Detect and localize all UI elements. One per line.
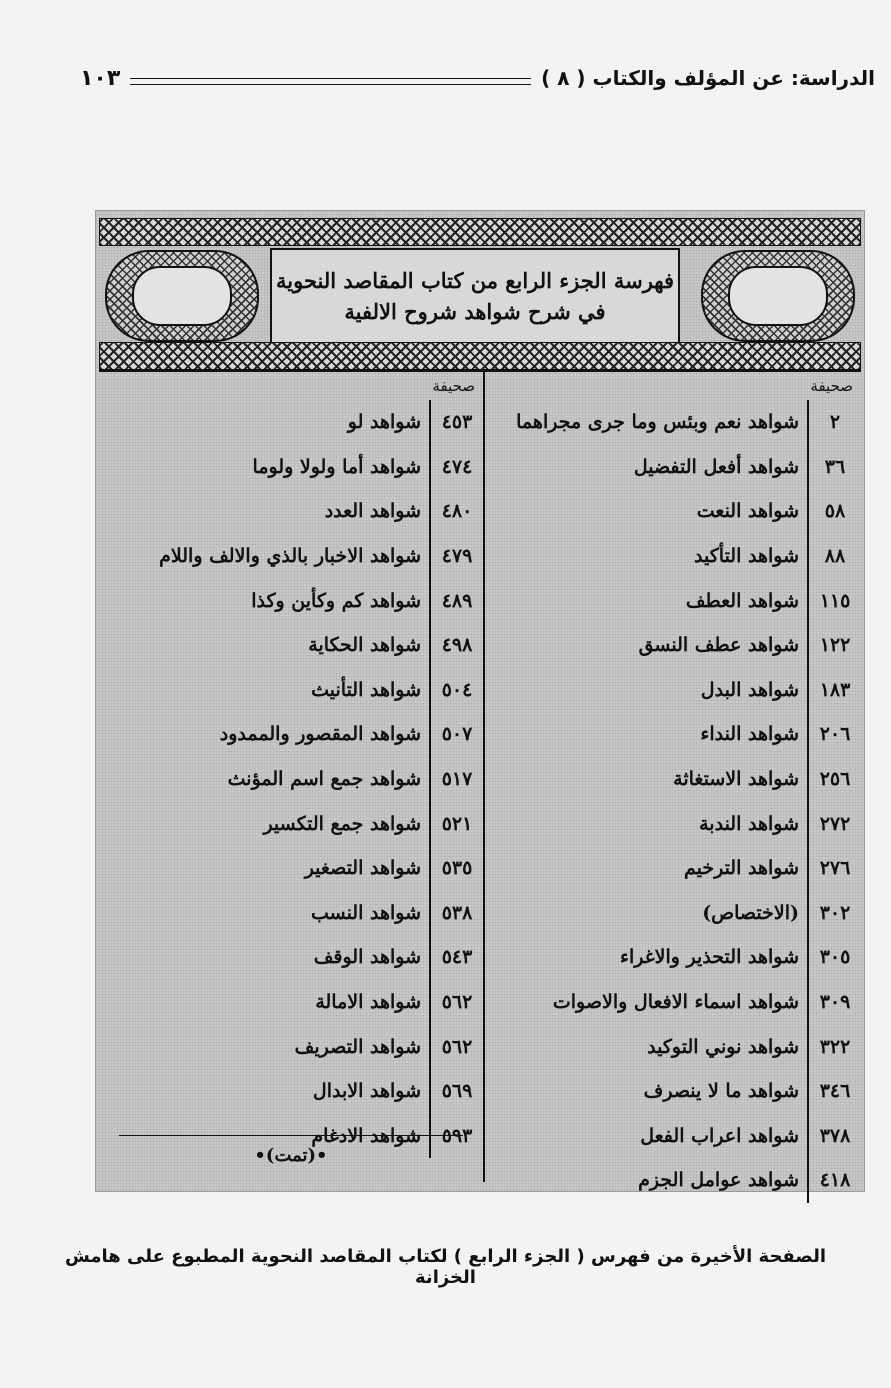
entry-page-number: ٥٣٥ [429, 846, 483, 891]
entry-label: شواهد نعم وبئس وما جرى مجراهما [516, 411, 799, 434]
index-entry [485, 578, 861, 623]
entry-label: شواهد البدل [700, 678, 799, 701]
entry-page-number: ٢٧٢ [807, 801, 861, 846]
entry-label: شواهد التصغير [304, 857, 421, 880]
entry-label: شواهد الحكاية [308, 634, 421, 657]
column-header-right: صحيفة [810, 377, 853, 395]
running-header [80, 58, 875, 98]
entry-label: شواهد الاخبار بالذي والالف واللام [159, 545, 421, 568]
entry-page-number: ٤٧٤ [429, 445, 483, 490]
plate-title-line1: فهرسة الجزء الرابع من كتاب المقاصد النحوية [276, 268, 675, 293]
entry-page-number: ٥٣٨ [429, 891, 483, 936]
index-entry [485, 1069, 861, 1114]
index-entry [485, 668, 861, 713]
entry-label: شواهد الوقف [313, 946, 421, 969]
entry-label: (الاختصاص) [702, 901, 799, 924]
index-entry [485, 980, 861, 1025]
index-entry [485, 1114, 861, 1159]
column-header-left: صحيفة [432, 377, 475, 395]
entry-label: شواهد الترخيم [683, 857, 799, 880]
closing-mark: •(تمت)• [119, 1135, 463, 1176]
ornament-band-top [99, 218, 861, 246]
index-entry [485, 846, 861, 891]
entry-page-number: ٤٩٨ [429, 623, 483, 668]
index-entry [485, 489, 861, 534]
index-entry [99, 445, 483, 490]
ornament-medallion-right [701, 250, 855, 342]
entry-page-number: ٥٠٧ [429, 712, 483, 757]
index-entry [485, 1158, 861, 1203]
index-entry [99, 1069, 483, 1114]
index-entry [485, 400, 861, 445]
entry-page-number: ١٨٣ [807, 668, 861, 713]
entry-label: شواهد أما ولولا ولوما [252, 455, 421, 478]
entry-page-number: ٥٦٢ [429, 980, 483, 1025]
scanned-index-plate [95, 210, 865, 1192]
entry-label: شواهد عطف النسق [638, 634, 799, 657]
entry-label: شواهد الادغام [311, 1124, 421, 1147]
index-table [99, 370, 861, 1192]
entry-label: شواهد كم وكأين وكذا [251, 589, 421, 612]
index-entry [99, 757, 483, 802]
index-column-left [99, 372, 483, 1182]
ornament-band-bottom [99, 342, 861, 370]
index-entry [485, 801, 861, 846]
index-entry [485, 757, 861, 802]
index-entry [485, 445, 861, 490]
index-entry [485, 891, 861, 936]
entry-page-number: ١١٥ [807, 578, 861, 623]
page-number: ١٠٣ [80, 65, 121, 91]
index-entry [99, 891, 483, 936]
index-entry [99, 801, 483, 846]
entry-page-number: ٥٤٣ [429, 935, 483, 980]
entry-page-number: ٥٩٣ [429, 1114, 483, 1159]
entry-page-number: ٢٠٦ [807, 712, 861, 757]
entry-page-number: ٢ [807, 400, 861, 445]
entry-page-number: ٥٢١ [429, 801, 483, 846]
entry-page-number: ٥٦٩ [429, 1069, 483, 1114]
index-entry [485, 935, 861, 980]
entry-label: شواهد الامالة [315, 991, 421, 1014]
entry-page-number: ٢٧٦ [807, 846, 861, 891]
figure-caption: الصفحة الأخيرة من فهرس ( الجزء الرابع ) لكتاب المقاصد النحوية المطبوع على هامش الخزانة [64, 1246, 827, 1288]
index-entry [485, 534, 861, 579]
index-entry [99, 712, 483, 757]
entry-page-number: ٢٥٦ [807, 757, 861, 802]
rows-right [485, 400, 861, 1203]
entry-label: شواهد ما لا ينصرف [643, 1080, 799, 1103]
entry-label: شواهد أفعل التفضيل [633, 455, 799, 478]
ornamental-header [95, 210, 865, 365]
index-entry [99, 846, 483, 891]
entry-label: شواهد التصريف [294, 1035, 421, 1058]
running-header-title: الدراسة: عن المؤلف والكتاب ( ٨ ) [541, 66, 875, 90]
entry-page-number: ٣٧٨ [807, 1114, 861, 1159]
title-cartouche [270, 248, 680, 344]
entry-page-number: ٤٨٩ [429, 578, 483, 623]
entry-page-number: ٤٨٠ [429, 489, 483, 534]
entry-label: شواهد اعراب الفعل [640, 1124, 799, 1147]
entry-label: شواهد النعت [696, 500, 799, 523]
entry-label: شواهد التأكيد [694, 545, 799, 568]
entry-label: شواهد الابدال [312, 1080, 421, 1103]
index-entry [99, 1024, 483, 1069]
entry-page-number: ٥٨ [807, 489, 861, 534]
index-entry [99, 578, 483, 623]
entry-label: شواهد نوني التوكيد [647, 1035, 799, 1058]
entry-page-number: ١٢٢ [807, 623, 861, 668]
index-column-right [483, 372, 861, 1192]
entry-page-number: ٣٤٦ [807, 1069, 861, 1114]
index-entry [99, 935, 483, 980]
index-entry [99, 980, 483, 1025]
entry-page-number: ٥٠٤ [429, 668, 483, 713]
index-entry [99, 534, 483, 579]
entry-page-number: ٣٠٥ [807, 935, 861, 980]
entry-page-number: ٤١٨ [807, 1158, 861, 1203]
entry-page-number: ٣٠٩ [807, 980, 861, 1025]
entry-label: شواهد جمع اسم المؤنث [227, 768, 421, 791]
index-entry [99, 489, 483, 534]
entry-label: شواهد المقصور والممدود [219, 723, 421, 746]
entry-label: شواهد النداء [700, 723, 799, 746]
entry-page-number: ٨٨ [807, 534, 861, 579]
plate-title-line2: في شرح شواهد شروح الالفية [344, 299, 606, 324]
index-entry [99, 623, 483, 668]
entry-label: شواهد العطف [685, 589, 799, 612]
ornament-medallion-left [105, 250, 259, 342]
entry-label: شواهد الاستغاثة [673, 768, 799, 791]
rows-left [99, 400, 483, 1158]
entry-page-number: ٤٧٩ [429, 534, 483, 579]
entry-label: شواهد العدد [324, 500, 421, 523]
entry-label: شواهد اسماء الافعال والاصوات [552, 991, 799, 1014]
entry-label: شواهد الندبة [699, 812, 799, 835]
index-entry [99, 668, 483, 713]
index-entry [485, 623, 861, 668]
entry-page-number: ٥٦٢ [429, 1024, 483, 1069]
entry-label: شواهد جمع التكسير [263, 812, 421, 835]
entry-label: شواهد لو [347, 411, 421, 434]
header-double-rule [130, 78, 531, 85]
entry-page-number: ٤٥٣ [429, 400, 483, 445]
index-entry [485, 1024, 861, 1069]
entry-label: شواهد عوامل الجزم [638, 1169, 799, 1192]
entry-page-number: ٣٦ [807, 445, 861, 490]
entry-label: شواهد التأنيث [311, 678, 421, 701]
entry-page-number: ٣٢٢ [807, 1024, 861, 1069]
entry-page-number: ٥١٧ [429, 757, 483, 802]
index-entry [485, 712, 861, 757]
entry-label: شواهد النسب [310, 901, 421, 924]
entry-page-number: ٣٠٢ [807, 891, 861, 936]
entry-label: شواهد التحذير والاغراء [620, 946, 799, 969]
index-entry [99, 400, 483, 445]
